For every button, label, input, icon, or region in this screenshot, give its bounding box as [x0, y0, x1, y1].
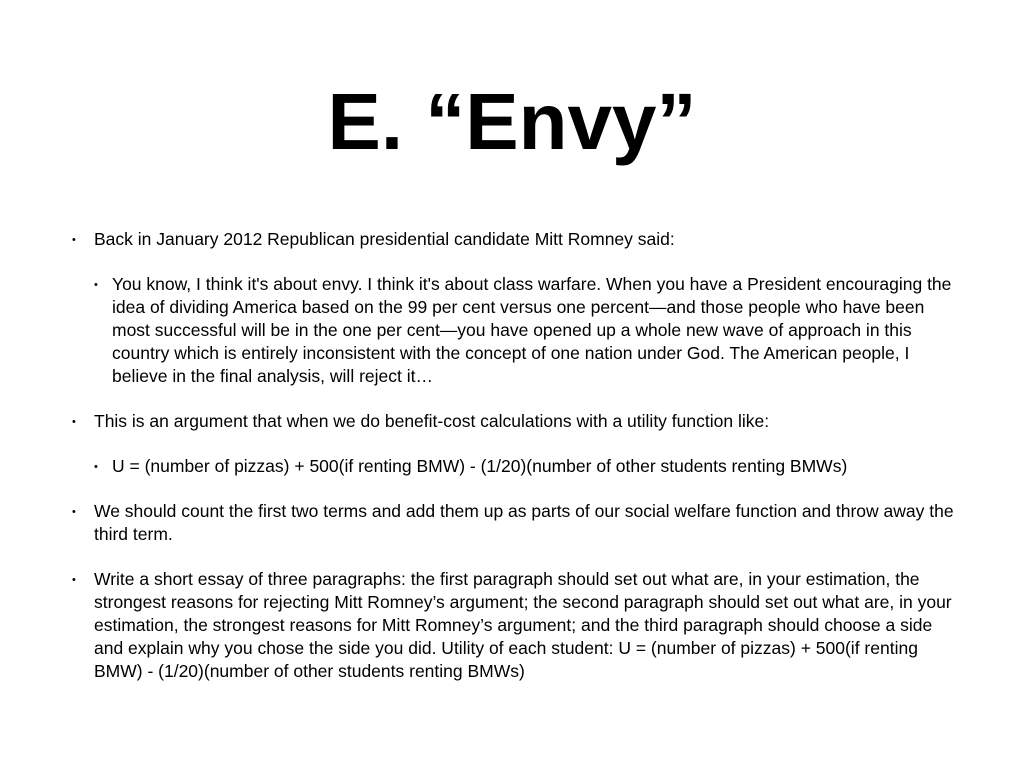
- bullet-item: [72, 410, 962, 478]
- bullet-text: Write a short essay of three paragraphs: the first paragraph should set out what are, in your estimation, the strongest reasons for rejecting Mitt Romney’s argument; the second paragraph should set out what are, in your estimation, the strongest reasons for Mitt Romney’s argument; and the third paragraph should choose a side and explain why you chose the side you did. Utility of each student: U = (number of pizzas) + 500(if renting BMW) - (1/20)(number of other students renting BMWs): [94, 569, 952, 681]
- bullet-text: This is an argument that when we do benefit-cost calculations with a utility function like:: [94, 411, 770, 431]
- sub-bullet-list: [94, 455, 962, 478]
- slide-title: E. “Envy”: [327, 77, 697, 166]
- slide-content: [72, 228, 962, 705]
- bullet-text: Back in January 2012 Republican presidential candidate Mitt Romney said:: [94, 229, 675, 249]
- bullet-item: [72, 568, 962, 683]
- bullet-item: [72, 500, 962, 546]
- sub-bullet-item: [94, 455, 962, 478]
- sub-bullet-list: [94, 273, 962, 388]
- bullet-list: [72, 228, 962, 683]
- bullet-item: [72, 228, 962, 388]
- utility-function-text: U = (number of pizzas) + 500(if renting BMW) - (1/20)(number of other students renting BMWs): [112, 456, 848, 476]
- bullet-text: We should count the first two terms and add them up as parts of our social welfare function and throw away the third term.: [94, 501, 954, 544]
- sub-bullet-item: [94, 273, 962, 388]
- quote-text: You know, I think it's about envy. I think it's about class warfare. When you have a President encouraging the idea of dividing America based on the 99 per cent versus one percent—and those people who have been most successful will be in the one per cent—you have opened up a whole new wave of approach in this country which is entirely inconsistent with the concept of one nation under God. The American people, I believe in the final analysis, will reject it…: [112, 274, 952, 386]
